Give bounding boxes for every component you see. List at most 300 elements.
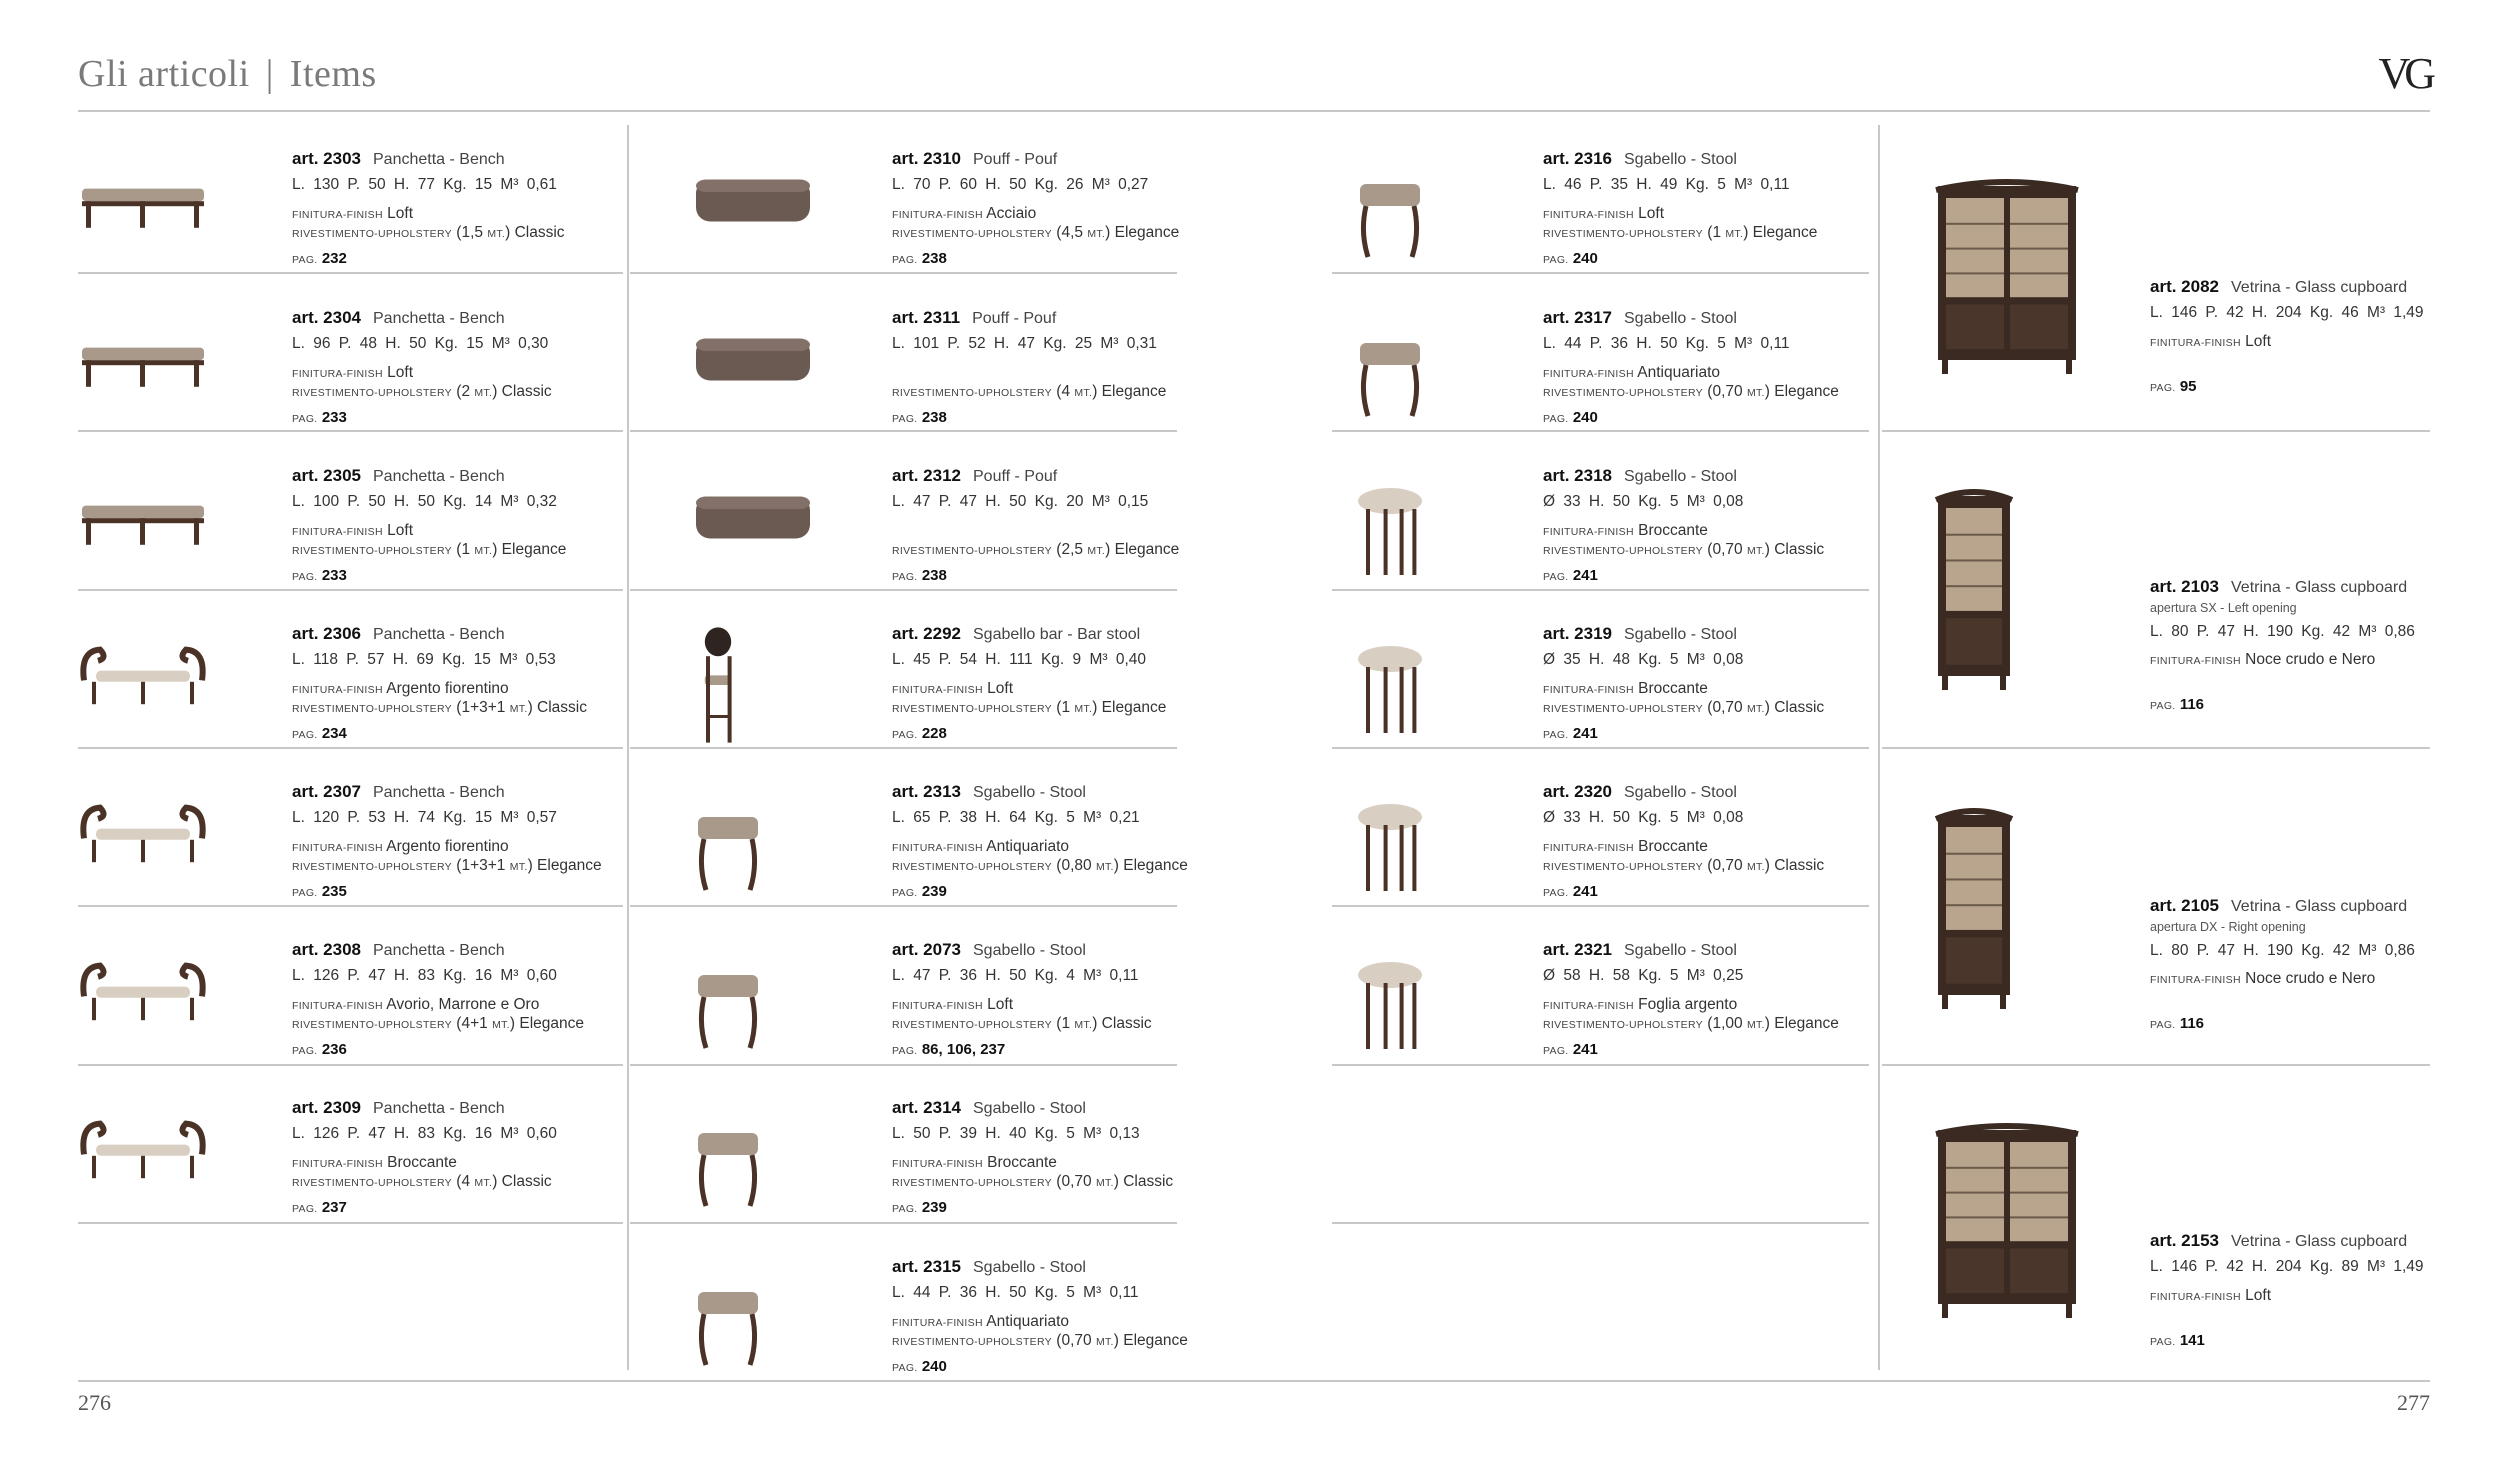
item-name: Panchetta - Bench [373, 468, 505, 485]
item-finish [2150, 334, 2424, 350]
upholstery-unit: MT. [474, 387, 493, 399]
item-upholstery [292, 225, 565, 241]
page-label: PAG. [292, 570, 318, 583]
item-name: Sgabello - Stool [1624, 151, 1737, 168]
item-upholstery [1543, 542, 1824, 558]
item-dimensions: L. 44 P. 36 H. 50 Kg. 5 M³ 0,11 [892, 1284, 1139, 1301]
upholstery-label: RIVESTIMENTO-UPHOLSTERY [892, 387, 1052, 399]
finish-value: Noce crudo e Nero [2245, 651, 2376, 668]
finish-label: FINITURA-FINISH [292, 1157, 383, 1170]
item-finish [892, 997, 1152, 1013]
item-upholstery [892, 384, 1166, 400]
row-divider [1332, 589, 1869, 591]
page-number-left: 276 [78, 1390, 111, 1415]
catalog-item [1543, 783, 1824, 899]
item-heading [892, 783, 1188, 801]
upholstery-name: ) Classic [492, 1173, 552, 1190]
upholstery-qty: (4 [1056, 383, 1071, 400]
brand-logo: VG [2378, 49, 2430, 98]
article-number: art. 2319 [1543, 624, 1612, 643]
page-value: 241 [1572, 724, 1598, 742]
item-dimensions: L. 45 P. 54 H. 111 Kg. 9 M³ 0,40 [892, 651, 1146, 668]
upholstery-unit: MT. [474, 1177, 493, 1189]
stool-icon [688, 953, 768, 1058]
upholstery-label: RIVESTIMENTO-UPHOLSTERY [892, 861, 1052, 873]
item-name: Panchetta - Bench [373, 1100, 505, 1117]
upholstery-qty: (0,70 [1707, 541, 1743, 558]
item-finish [1543, 681, 1824, 697]
cupboard-icon [1932, 1120, 2082, 1325]
item-heading [292, 1099, 557, 1117]
page-title [78, 52, 377, 96]
 [892, 984, 1152, 997]
upholstery-label: RIVESTIMENTO-UPHOLSTERY [892, 703, 1052, 715]
item-heading [892, 150, 1179, 168]
finish-label: FINITURA-FINISH [1543, 525, 1634, 538]
item-heading [292, 625, 587, 643]
page-value: 236 [321, 1040, 347, 1058]
row-divider [1332, 430, 1869, 432]
item-heading [292, 467, 566, 485]
item-upholstery [892, 225, 1179, 241]
item-finish [892, 1155, 1173, 1171]
upholstery-qty: (4,5 [1056, 224, 1083, 241]
item-dimensions: L. 70 P. 60 H. 50 Kg. 26 M³ 0,27 [892, 176, 1149, 193]
item-dimensions: L. 118 P. 57 H. 69 Kg. 15 M³ 0,53 [292, 651, 556, 668]
catalog-item [292, 783, 602, 899]
upholstery-qty: (1 [1056, 1015, 1071, 1032]
row-divider [1332, 272, 1869, 274]
item-note: apertura SX - Left opening [2150, 601, 2297, 615]
 [892, 352, 1166, 365]
upholstery-label: RIVESTIMENTO-UPHOLSTERY [892, 228, 1052, 240]
row-divider [1882, 747, 2430, 749]
item-finish [292, 206, 565, 222]
item-page-ref [292, 1200, 557, 1216]
row-divider [630, 589, 1177, 591]
item-upholstery [1543, 225, 1817, 241]
item-dimensions: L. 100 P. 50 H. 50 Kg. 14 M³ 0,32 [292, 493, 557, 510]
stool-icon [688, 795, 768, 900]
item-name: Sgabello - Stool [973, 784, 1086, 801]
upholstery-label: RIVESTIMENTO-UPHOLSTERY [892, 1177, 1052, 1189]
row-divider [78, 747, 623, 749]
 [1543, 193, 1817, 206]
finish-value: Broccante [387, 1153, 457, 1171]
item-dimensions: L. 65 P. 38 H. 64 Kg. 5 M³ 0,21 [892, 809, 1140, 826]
catalog-item [892, 309, 1166, 425]
 [892, 510, 1179, 523]
upholstery-qty: (0,70 [1707, 857, 1743, 874]
upholstery-unit: MT. [1746, 1019, 1765, 1031]
cupboard-icon [1932, 176, 2082, 381]
stool-icon [1350, 321, 1430, 426]
item-finish [292, 523, 566, 539]
column-divider [627, 125, 629, 1370]
page-label: PAG. [2150, 381, 2176, 394]
scroll-bench-icon [78, 953, 208, 1028]
catalog-item [892, 467, 1179, 583]
item-finish [2150, 652, 2415, 668]
upholstery-unit: MT. [492, 1019, 510, 1031]
finish-label: FINITURA-FINISH [1543, 208, 1634, 221]
row-divider [78, 430, 623, 432]
upholstery-name: ) Classic [505, 224, 565, 241]
 [292, 193, 565, 206]
upholstery-label: RIVESTIMENTO-UPHOLSTERY [292, 545, 452, 557]
catalog-item [292, 941, 584, 1057]
item-page-ref [892, 1359, 1188, 1375]
catalog-item [892, 150, 1179, 266]
page-label: PAG. [2150, 700, 2176, 712]
item-finish [1543, 839, 1824, 855]
item-dimensions: Ø 58 H. 58 Kg. 5 M³ 0,25 [1543, 967, 1744, 984]
catalog-item [292, 1099, 557, 1215]
item-page-ref [2150, 379, 2424, 395]
upholstery-qty: (4 [456, 1173, 471, 1190]
item-upholstery [2150, 1307, 2424, 1323]
row-divider [1332, 1222, 1869, 1224]
item-name: Sgabello - Stool [1624, 784, 1737, 801]
item-name: Sgabello - Stool [1624, 942, 1737, 959]
page-label: PAG. [1543, 886, 1569, 899]
row-divider [630, 1064, 1177, 1066]
stool-icon [688, 1270, 768, 1375]
upholstery-name: ) Elegance [492, 541, 567, 558]
page-label: PAG. [892, 886, 918, 899]
upholstery-qty: (0,70 [1707, 383, 1743, 400]
item-page-ref [892, 1042, 1152, 1058]
finish-value: Loft [387, 363, 413, 381]
finish-label: FINITURA-FINISH [1543, 367, 1634, 380]
item-dimensions: Ø 33 H. 50 Kg. 5 M³ 0,08 [1543, 809, 1744, 826]
pouf-icon [688, 321, 818, 396]
finish-value: Broccante [987, 1153, 1057, 1171]
finish-label: FINITURA-FINISH [892, 683, 983, 696]
page-value: 228 [921, 724, 947, 742]
finish-label: FINITURA-FINISH [1543, 683, 1634, 696]
item-page-ref [292, 884, 602, 900]
upholstery-label: RIVESTIMENTO-UPHOLSTERY [292, 228, 452, 240]
page-value: 239 [921, 882, 947, 900]
item-heading [1543, 150, 1817, 168]
item-heading [2150, 1232, 2424, 1250]
item-heading [892, 625, 1166, 643]
article-number: art. 2305 [292, 466, 361, 485]
upholstery-label: RIVESTIMENTO-UPHOLSTERY [1543, 545, 1703, 557]
upholstery-name: ) Elegance [527, 857, 602, 874]
catalog-item [1543, 941, 1839, 1057]
upholstery-label: RIVESTIMENTO-UPHOLSTERY [292, 703, 452, 715]
page-number-right: 277 [2397, 1390, 2430, 1415]
item-heading [892, 467, 1179, 485]
page-value: 240 [1572, 249, 1598, 267]
upholstery-qty: (0,70 [1707, 699, 1743, 716]
page-value: 241 [1572, 566, 1598, 584]
item-heading [892, 1099, 1173, 1117]
item-heading [2150, 897, 2415, 915]
page-value: 239 [921, 1198, 947, 1216]
finish-label: FINITURA-FINISH [1543, 999, 1634, 1012]
item-finish [892, 839, 1188, 855]
item-page-ref [892, 251, 1179, 267]
item-name: Panchetta - Bench [373, 626, 505, 643]
page-label: PAG. [292, 1202, 318, 1215]
item-heading [292, 150, 565, 168]
item-name: Vetrina - Glass cupboard [2231, 898, 2408, 915]
item-page-ref [2150, 697, 2415, 713]
item-dimensions: L. 47 P. 36 H. 50 Kg. 4 M³ 0,11 [892, 967, 1139, 984]
catalog-item [1543, 150, 1817, 266]
page-value: 240 [921, 1357, 947, 1375]
upholstery-unit: MT. [1746, 703, 1765, 715]
cupboard-icon [1932, 486, 2016, 697]
upholstery-qty: (1+3+1 [456, 857, 506, 874]
item-dimensions: L. 46 P. 35 H. 49 Kg. 5 M³ 0,11 [1543, 176, 1790, 193]
article-number: art. 2316 [1543, 149, 1612, 168]
catalog-item [892, 1099, 1173, 1215]
article-number: art. 2313 [892, 782, 961, 801]
upholstery-name: ) Elegance [1092, 383, 1167, 400]
page-label: PAG. [892, 253, 918, 266]
item-page-ref [292, 568, 566, 584]
item-page-ref [892, 410, 1166, 426]
page-value: 116 [2179, 696, 2205, 713]
page-label: PAG. [1543, 728, 1569, 741]
article-number: art. 2309 [292, 1098, 361, 1117]
article-number: art. 2306 [292, 624, 361, 643]
page-label: PAG. [1543, 412, 1569, 425]
item-page-ref [292, 1042, 584, 1058]
catalog-item [292, 309, 552, 425]
page-label: PAG. [292, 253, 318, 266]
item-finish [292, 1155, 557, 1171]
upholstery-qty: (2,5 [1056, 541, 1083, 558]
item-dimensions: L. 146 P. 42 H. 204 Kg. 89 M³ 1,49 [2150, 1258, 2424, 1275]
item-upholstery [892, 1174, 1173, 1190]
upholstery-label: RIVESTIMENTO-UPHOLSTERY [1543, 228, 1703, 240]
article-number: art. 2318 [1543, 466, 1612, 485]
item-name: Pouff - Pouf [973, 468, 1058, 485]
upholstery-unit: MT. [1725, 228, 1744, 240]
page-label: PAG. [292, 412, 318, 425]
page-label: PAG. [892, 1044, 918, 1057]
article-number: art. 2311 [892, 308, 961, 327]
row-divider [78, 1064, 623, 1066]
finish-label: FINITURA-FINISH [292, 208, 383, 221]
row-divider [1332, 1064, 1869, 1066]
article-number: art. 2310 [892, 149, 961, 168]
finish-value: Loft [2245, 1286, 2271, 1304]
page-value: 233 [321, 566, 347, 584]
finish-label: FINITURA-FINISH [892, 1316, 983, 1329]
article-number: art. 2312 [892, 466, 961, 485]
article-number: art. 2303 [292, 149, 361, 168]
upholstery-label: RIVESTIMENTO-UPHOLSTERY [292, 387, 452, 399]
stool-icon [1350, 162, 1430, 267]
cupboard-icon [1932, 805, 2016, 1016]
finish-value: Loft [987, 995, 1013, 1013]
upholstery-qty: (0,70 [1056, 1173, 1092, 1190]
bench-icon [78, 479, 208, 554]
upholstery-label: RIVESTIMENTO-UPHOLSTERY [892, 1336, 1052, 1348]
 [292, 510, 566, 523]
scroll-bench-icon [78, 637, 208, 712]
finish-value: Loft [387, 204, 413, 222]
upholstery-label: RIVESTIMENTO-UPHOLSTERY [892, 1019, 1052, 1031]
item-heading [892, 309, 1166, 327]
upholstery-name: ) Classic [492, 383, 552, 400]
catalog-item [2150, 1232, 2424, 1348]
catalog-item [1543, 467, 1824, 583]
page-label: PAG. [1543, 253, 1569, 266]
page-label: PAG. [892, 1361, 918, 1374]
item-page-ref [1543, 410, 1839, 426]
item-finish [2150, 1288, 2424, 1304]
page-label: PAG. [1543, 1044, 1569, 1057]
item-dimensions: L. 130 P. 50 H. 77 Kg. 15 M³ 0,61 [292, 176, 557, 193]
finish-label: FINITURA-FINISH [892, 208, 983, 221]
item-name: Sgabello - Stool [1624, 626, 1737, 643]
item-finish [292, 365, 552, 381]
row-divider [78, 905, 623, 907]
item-dimensions: L. 80 P. 47 H. 190 Kg. 42 M³ 0,86 [2150, 941, 2415, 959]
row-divider [630, 430, 1177, 432]
upholstery-name: ) Classic [1092, 1015, 1152, 1032]
item-upholstery [892, 1016, 1152, 1032]
item-finish [1543, 365, 1839, 381]
article-number: art. 2308 [292, 940, 361, 959]
page-value: 95 [2179, 377, 2197, 395]
item-page-ref [1543, 568, 1824, 584]
title-english: Items [289, 53, 377, 95]
upholstery-name: ) Elegance [509, 1015, 584, 1032]
item-upholstery [2150, 991, 2415, 1007]
upholstery-label: RIVESTIMENTO-UPHOLSTERY [292, 1177, 452, 1189]
item-dimensions: L. 47 P. 47 H. 50 Kg. 20 M³ 0,15 [892, 493, 1149, 510]
upholstery-unit: MT. [1087, 545, 1106, 557]
catalog-item [1543, 309, 1839, 425]
catalog-item [892, 783, 1188, 899]
finish-label: FINITURA-FINISH [892, 841, 983, 854]
upholstery-qty: (1 [456, 541, 471, 558]
item-finish [1543, 523, 1824, 539]
pouf-icon [688, 162, 818, 237]
page-label: PAG. [1543, 570, 1569, 583]
finish-label: FINITURA-FINISH [2150, 336, 2241, 349]
item-upholstery [1543, 858, 1824, 874]
page-value: 238 [921, 566, 947, 584]
scroll-bench-icon [78, 1111, 208, 1186]
item-name: Sgabello bar - Bar stool [973, 626, 1141, 643]
item-heading [1543, 941, 1839, 959]
column-divider [1878, 125, 1880, 1370]
item-finish [1543, 206, 1817, 222]
page-label: PAG. [892, 570, 918, 583]
item-dimensions: L. 101 P. 52 H. 47 Kg. 25 M³ 0,31 [892, 335, 1157, 352]
item-finish [892, 206, 1179, 222]
finish-value: Loft [987, 679, 1013, 697]
item-name: Vetrina - Glass cupboard [2231, 1233, 2408, 1250]
item-name: Panchetta - Bench [373, 784, 505, 801]
row-divider [78, 272, 623, 274]
finish-value: Acciaio [986, 204, 1037, 222]
item-dimensions: L. 120 P. 53 H. 74 Kg. 15 M³ 0,57 [292, 809, 557, 826]
item-upholstery [892, 1333, 1188, 1349]
article-number: art. 2082 [2150, 277, 2219, 296]
finish-value: Broccante [1638, 521, 1708, 539]
upholstery-unit: MT. [1095, 1177, 1114, 1189]
upholstery-qty: (1,5 [456, 224, 483, 241]
item-upholstery [892, 542, 1179, 558]
item-page-ref [2150, 1016, 2415, 1032]
page-value: 237 [321, 1198, 347, 1216]
page-value: 241 [1572, 1040, 1598, 1058]
finish-label: FINITURA-FINISH [292, 367, 383, 380]
upholstery-name: ) Elegance [1105, 541, 1180, 558]
page-value: 241 [1572, 882, 1598, 900]
upholstery-name: ) Elegance [1113, 1332, 1188, 1349]
upholstery-unit: MT. [487, 228, 506, 240]
upholstery-name: ) Elegance [1764, 1015, 1839, 1032]
 [892, 668, 1166, 681]
catalog-item [1543, 625, 1824, 741]
upholstery-qty: (2 [456, 383, 471, 400]
page-label: PAG. [892, 1202, 918, 1215]
row-divider [1332, 747, 1869, 749]
finish-value: Antiquariato [986, 837, 1070, 855]
item-upholstery [2150, 353, 2424, 369]
item-upholstery [292, 858, 602, 874]
page-value: 86, 106, 237 [921, 1040, 1006, 1058]
item-heading [1543, 309, 1839, 327]
catalog-item [2150, 278, 2424, 394]
upholstery-unit: MT. [1074, 1019, 1093, 1031]
item-dimensions: L. 80 P. 47 H. 190 Kg. 42 M³ 0,86 [2150, 622, 2415, 640]
page-value: 232 [321, 249, 347, 267]
finish-value: Argento fiorentino [386, 837, 509, 855]
article-number: art. 2292 [892, 624, 961, 643]
article-number: art. 2073 [892, 940, 961, 959]
item-page-ref [1543, 1042, 1839, 1058]
title-separator: | [265, 53, 274, 95]
row-divider [78, 589, 623, 591]
bar-stool-icon [688, 625, 748, 750]
item-upholstery [1543, 1016, 1839, 1032]
finish-value: Antiquariato [986, 1312, 1070, 1330]
page-label: PAG. [292, 728, 318, 741]
item-dimensions: L. 50 P. 39 H. 40 Kg. 5 M³ 0,13 [892, 1125, 1140, 1142]
finish-label: FINITURA-FINISH [292, 841, 383, 854]
upholstery-qty: (0,70 [1056, 1332, 1092, 1349]
item-name: Sgabello - Stool [1624, 310, 1737, 327]
item-upholstery [892, 858, 1188, 874]
item-heading [1543, 625, 1824, 643]
article-number: art. 2103 [2150, 577, 2219, 596]
upholstery-name: ) Classic [527, 699, 587, 716]
bench-icon [78, 321, 208, 396]
upholstery-name: ) Classic [1764, 699, 1825, 716]
bench-icon [78, 162, 208, 237]
page-label: PAG. [292, 1044, 318, 1057]
item-heading [892, 941, 1152, 959]
upholstery-label: RIVESTIMENTO-UPHOLSTERY [1543, 861, 1703, 873]
item-upholstery [1543, 384, 1839, 400]
upholstery-name: ) Elegance [1105, 224, 1180, 241]
title-italian: Gli articoli [78, 53, 250, 95]
article-number: art. 2314 [892, 1098, 961, 1117]
row-divider [1332, 905, 1869, 907]
